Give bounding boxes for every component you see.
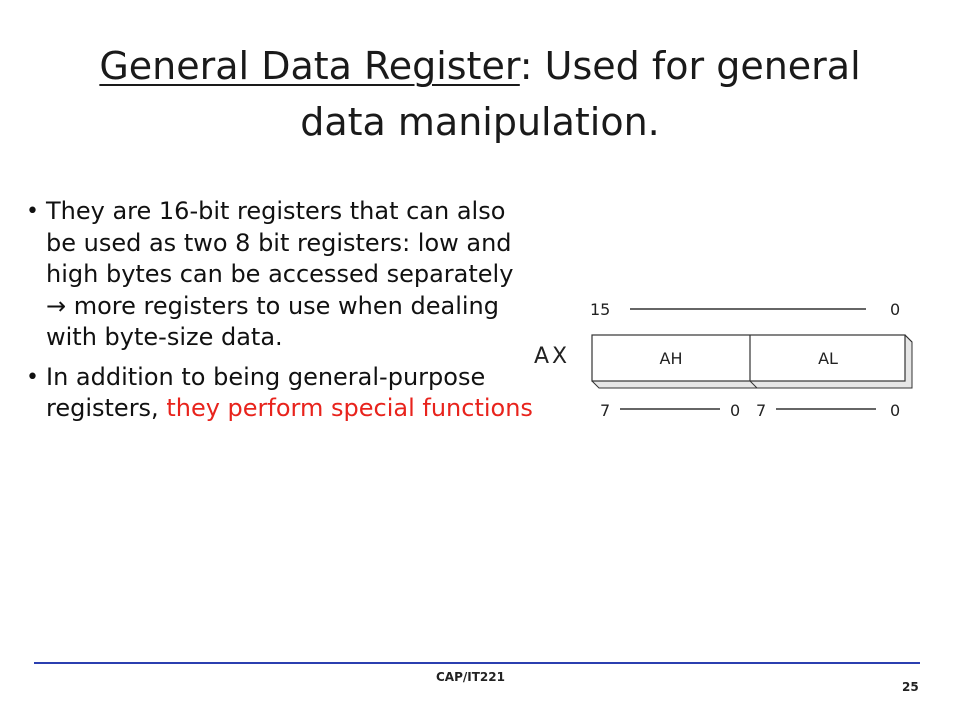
top-bit-high-label: 15 xyxy=(590,300,611,319)
register-name-label: AX xyxy=(534,344,571,369)
bottom-left-high-label: 7 xyxy=(600,401,611,420)
footer-course: CAP/IT221 xyxy=(436,670,505,684)
bottom-left-low-label: 0 xyxy=(730,401,741,420)
high-byte-label: AH xyxy=(659,349,683,368)
title-underlined: General Data Register xyxy=(99,44,520,88)
title-line-1 xyxy=(40,38,920,94)
top-bit-low-label: 0 xyxy=(890,300,901,319)
bottom-right-low-label: 0 xyxy=(890,401,901,420)
bullet-text: They are 16-bit registers that can also be used as two 8 bit registers: low and high bytes can be accessed separately → more registers to use when dealing with byte-size data. xyxy=(46,197,514,351)
low-byte-label: AL xyxy=(818,349,838,368)
bullet-list xyxy=(28,196,533,433)
footer-divider xyxy=(34,662,920,664)
bullet-item xyxy=(28,196,533,354)
slide-title xyxy=(40,38,920,150)
page-number: 25 xyxy=(902,680,919,694)
bullet-item xyxy=(28,362,533,425)
bullet-dot-icon: • xyxy=(26,364,39,390)
bottom-right-high-label: 7 xyxy=(756,401,767,420)
bullet-text: In addition to being general-purpose registers, xyxy=(46,362,486,422)
bullet-highlight-text: they perform special functions xyxy=(166,394,533,422)
title-line-2: data manipulation. xyxy=(300,100,660,144)
title-rest: : Used for general xyxy=(519,44,861,88)
bullet-dot-icon: • xyxy=(26,199,39,224)
ax-register-diagram xyxy=(528,292,928,432)
register-box xyxy=(592,335,905,381)
